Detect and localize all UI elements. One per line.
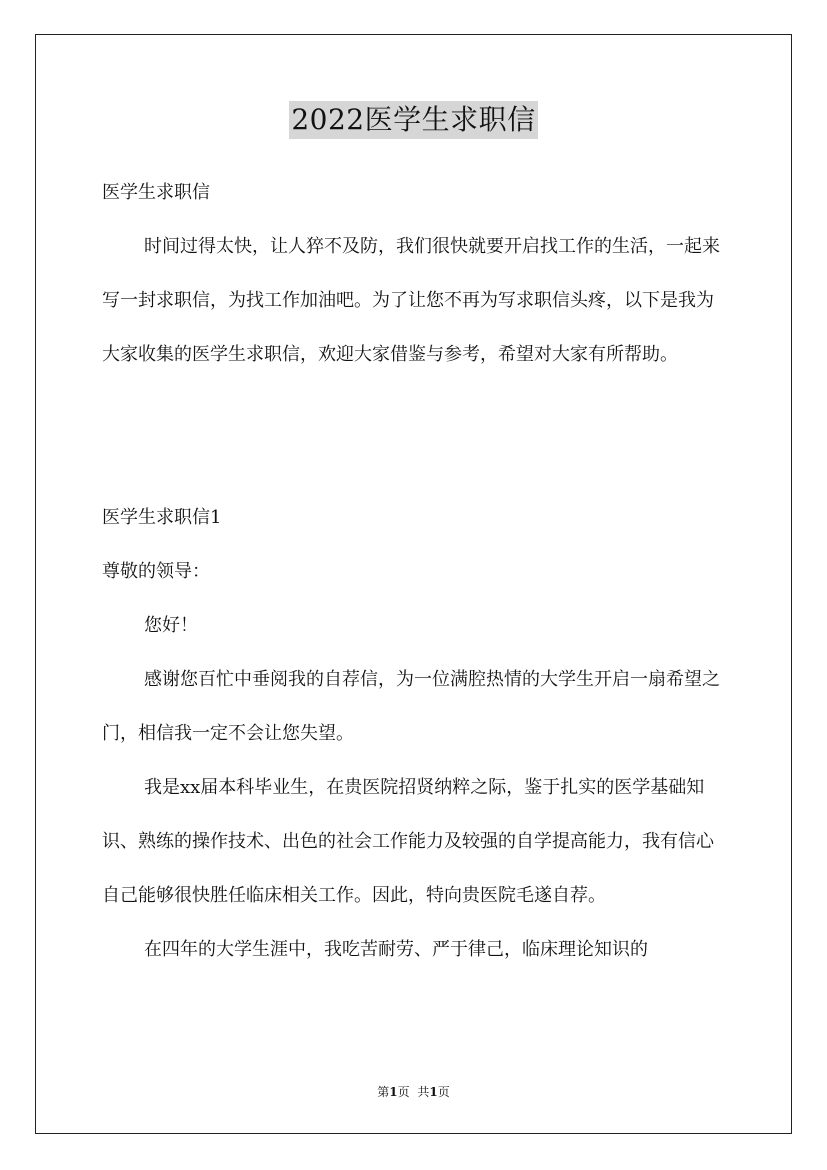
footer-page-number: 1 [389,1085,398,1099]
section-heading: 医学生求职信1 [102,507,222,528]
paragraph-1: 感谢您百忙中垂阅我的自荐信，为一位满腔热情的大学生开启一扇希望之门，相信我一定不会让您失望。 [102,669,720,744]
footer-page-unit: 页 [397,1085,410,1099]
page-footer [0,1084,827,1100]
footer-total-pages: 1 [429,1085,438,1099]
footer-page-prefix: 第 [377,1085,390,1099]
footer-total-unit: 页 [437,1085,450,1099]
salutation: 尊敬的领导： [102,561,210,582]
intro-paragraph: 时间过得太快，让人猝不及防，我们很快就要开启找工作的生活，一起来写一封求职信，为找工作加油吧。为了让您不再为写求职信头疼，以下是我为大家收集的医学生求职信，欢迎大家借鉴与参考，希望对大家有所帮助。 [102,236,720,365]
footer-total-prefix: 共 [417,1085,430,1099]
document-body-top [102,166,727,382]
greeting: 您好！ [144,615,198,636]
paragraph-3: 在四年的大学生涯中，我吃苦耐劳、严于律己，临床理论知识的 [144,939,648,960]
paragraph-2: 我是xx届本科毕业生，在贵医院招贤纳粹之际，鉴于扎实的医学基础知识、熟练的操作技术、出色的社会工作能力及较强的自学提高能力，我有信心自己能够很快胜任临床相关工作。因此，特向贵医院毛遂自荐。 [102,777,714,906]
document-title: 2022医学生求职信 [289,101,537,139]
document-body-letter [102,491,727,977]
title-container [0,101,827,139]
document-subtitle: 医学生求职信 [102,182,210,203]
